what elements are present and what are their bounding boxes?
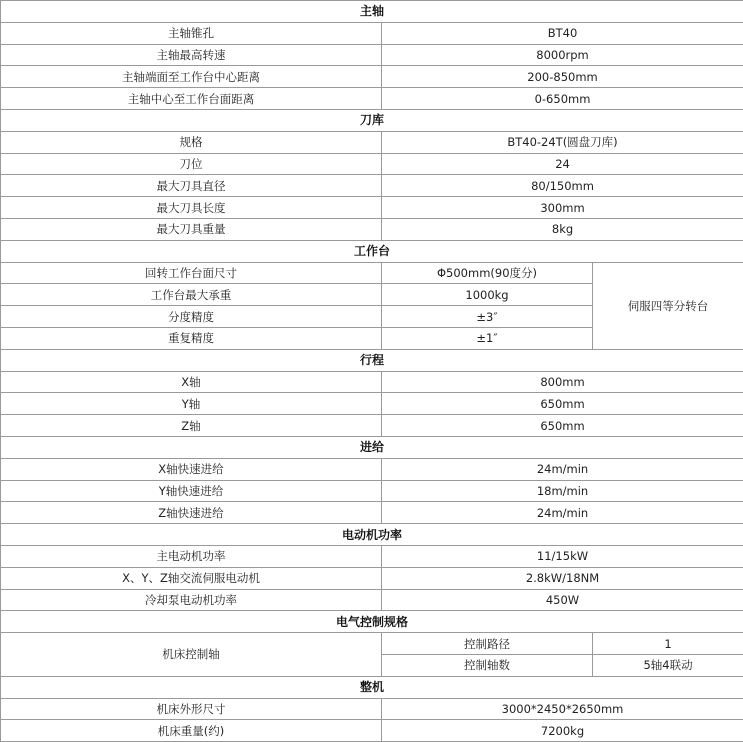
- table-row: [1, 720, 743, 742]
- spec-label: Y轴: [1, 393, 382, 415]
- section-title: 电动机功率: [1, 524, 743, 546]
- section-title: 主轴: [1, 1, 743, 23]
- table-row: [1, 131, 743, 153]
- table-row: [1, 88, 743, 110]
- spec-value: Φ500mm(90度分): [382, 262, 593, 284]
- spec-label: 机床外形尺寸: [1, 698, 382, 720]
- spec-label: X轴快速进给: [1, 458, 382, 480]
- section-header-electrical: [1, 611, 743, 633]
- table-row: [1, 415, 743, 437]
- table-row: [1, 44, 743, 66]
- spec-label: 主轴锥孔: [1, 22, 382, 44]
- spec-label: 规格: [1, 131, 382, 153]
- spec-value: 8000rpm: [382, 44, 743, 66]
- section-header-spindle: [1, 1, 743, 23]
- section-header-worktable: [1, 240, 743, 262]
- table-row: [1, 262, 743, 284]
- spec-value: 11/15kW: [382, 545, 743, 567]
- spec-value: ±3″: [382, 306, 593, 328]
- spec-value: 7200kg: [382, 720, 743, 742]
- spec-sub-label: 控制路径: [382, 633, 593, 655]
- spec-value: 650mm: [382, 393, 743, 415]
- spec-label: 重复精度: [1, 327, 382, 349]
- spec-label: 主轴最高转速: [1, 44, 382, 66]
- section-header-travel: [1, 349, 743, 371]
- table-row: [1, 633, 743, 655]
- table-row: [1, 66, 743, 88]
- table-row: [1, 22, 743, 44]
- spec-label: X、Y、Z轴交流伺服电动机: [1, 567, 382, 589]
- spec-label: 最大刀具重量: [1, 218, 382, 240]
- table-row: [1, 393, 743, 415]
- spec-value: 24m/min: [382, 502, 743, 524]
- spec-value: 300mm: [382, 197, 743, 219]
- spec-value: 450W: [382, 589, 743, 611]
- table-row: [1, 567, 743, 589]
- spec-value: 24m/min: [382, 458, 743, 480]
- spec-label: 主轴端面至工作台中心距离: [1, 66, 382, 88]
- spec-value: 18m/min: [382, 480, 743, 502]
- table-row: [1, 545, 743, 567]
- table-row: [1, 197, 743, 219]
- worktable-side-note: 伺服四等分转台: [593, 262, 743, 349]
- section-title: 电气控制规格: [1, 611, 743, 633]
- spec-label: 机床控制轴: [1, 633, 382, 677]
- spec-value: 80/150mm: [382, 175, 743, 197]
- table-row: [1, 480, 743, 502]
- spec-value: 0-650mm: [382, 88, 743, 110]
- table-row: [1, 458, 743, 480]
- spec-label: 工作台最大承重: [1, 284, 382, 306]
- spec-sub-label: 控制轴数: [382, 654, 593, 676]
- section-title: 行程: [1, 349, 743, 371]
- spec-label: 冷却泵电动机功率: [1, 589, 382, 611]
- section-title: 刀库: [1, 109, 743, 131]
- spec-label: 机床重量(约): [1, 720, 382, 742]
- spec-label: Z轴: [1, 415, 382, 437]
- table-row: [1, 698, 743, 720]
- spec-value: BT40-24T(圆盘刀库): [382, 131, 743, 153]
- spec-label: 分度精度: [1, 306, 382, 328]
- spec-value: 8kg: [382, 218, 743, 240]
- spec-value: 24: [382, 153, 743, 175]
- section-header-machine: [1, 676, 743, 698]
- spec-label: 回转工作台面尺寸: [1, 262, 382, 284]
- section-header-feed: [1, 436, 743, 458]
- spec-value: 800mm: [382, 371, 743, 393]
- spec-label: 刀位: [1, 153, 382, 175]
- section-title: 进给: [1, 436, 743, 458]
- spec-label: Y轴快速进给: [1, 480, 382, 502]
- spec-value: 5轴4联动: [593, 654, 743, 676]
- table-row: [1, 218, 743, 240]
- section-header-tool-magazine: [1, 109, 743, 131]
- section-header-motor-power: [1, 524, 743, 546]
- table-row: [1, 371, 743, 393]
- section-title: 整机: [1, 676, 743, 698]
- spec-value: 3000*2450*2650mm: [382, 698, 743, 720]
- spec-label: 主电动机功率: [1, 545, 382, 567]
- spec-value: 2.8kW/18NM: [382, 567, 743, 589]
- spec-value: 650mm: [382, 415, 743, 437]
- spec-value: 200-850mm: [382, 66, 743, 88]
- table-row: [1, 153, 743, 175]
- spec-value: 1000kg: [382, 284, 593, 306]
- table-row: [1, 589, 743, 611]
- spec-label: 主轴中心至工作台面距离: [1, 88, 382, 110]
- section-title: 工作台: [1, 240, 743, 262]
- spec-value: BT40: [382, 22, 743, 44]
- table-row: [1, 502, 743, 524]
- spec-label: 最大刀具长度: [1, 197, 382, 219]
- spec-value: ±1″: [382, 327, 593, 349]
- spec-label: Z轴快速进给: [1, 502, 382, 524]
- table-row: [1, 175, 743, 197]
- spec-value: 1: [593, 633, 743, 655]
- spec-label: X轴: [1, 371, 382, 393]
- spec-label: 最大刀具直径: [1, 175, 382, 197]
